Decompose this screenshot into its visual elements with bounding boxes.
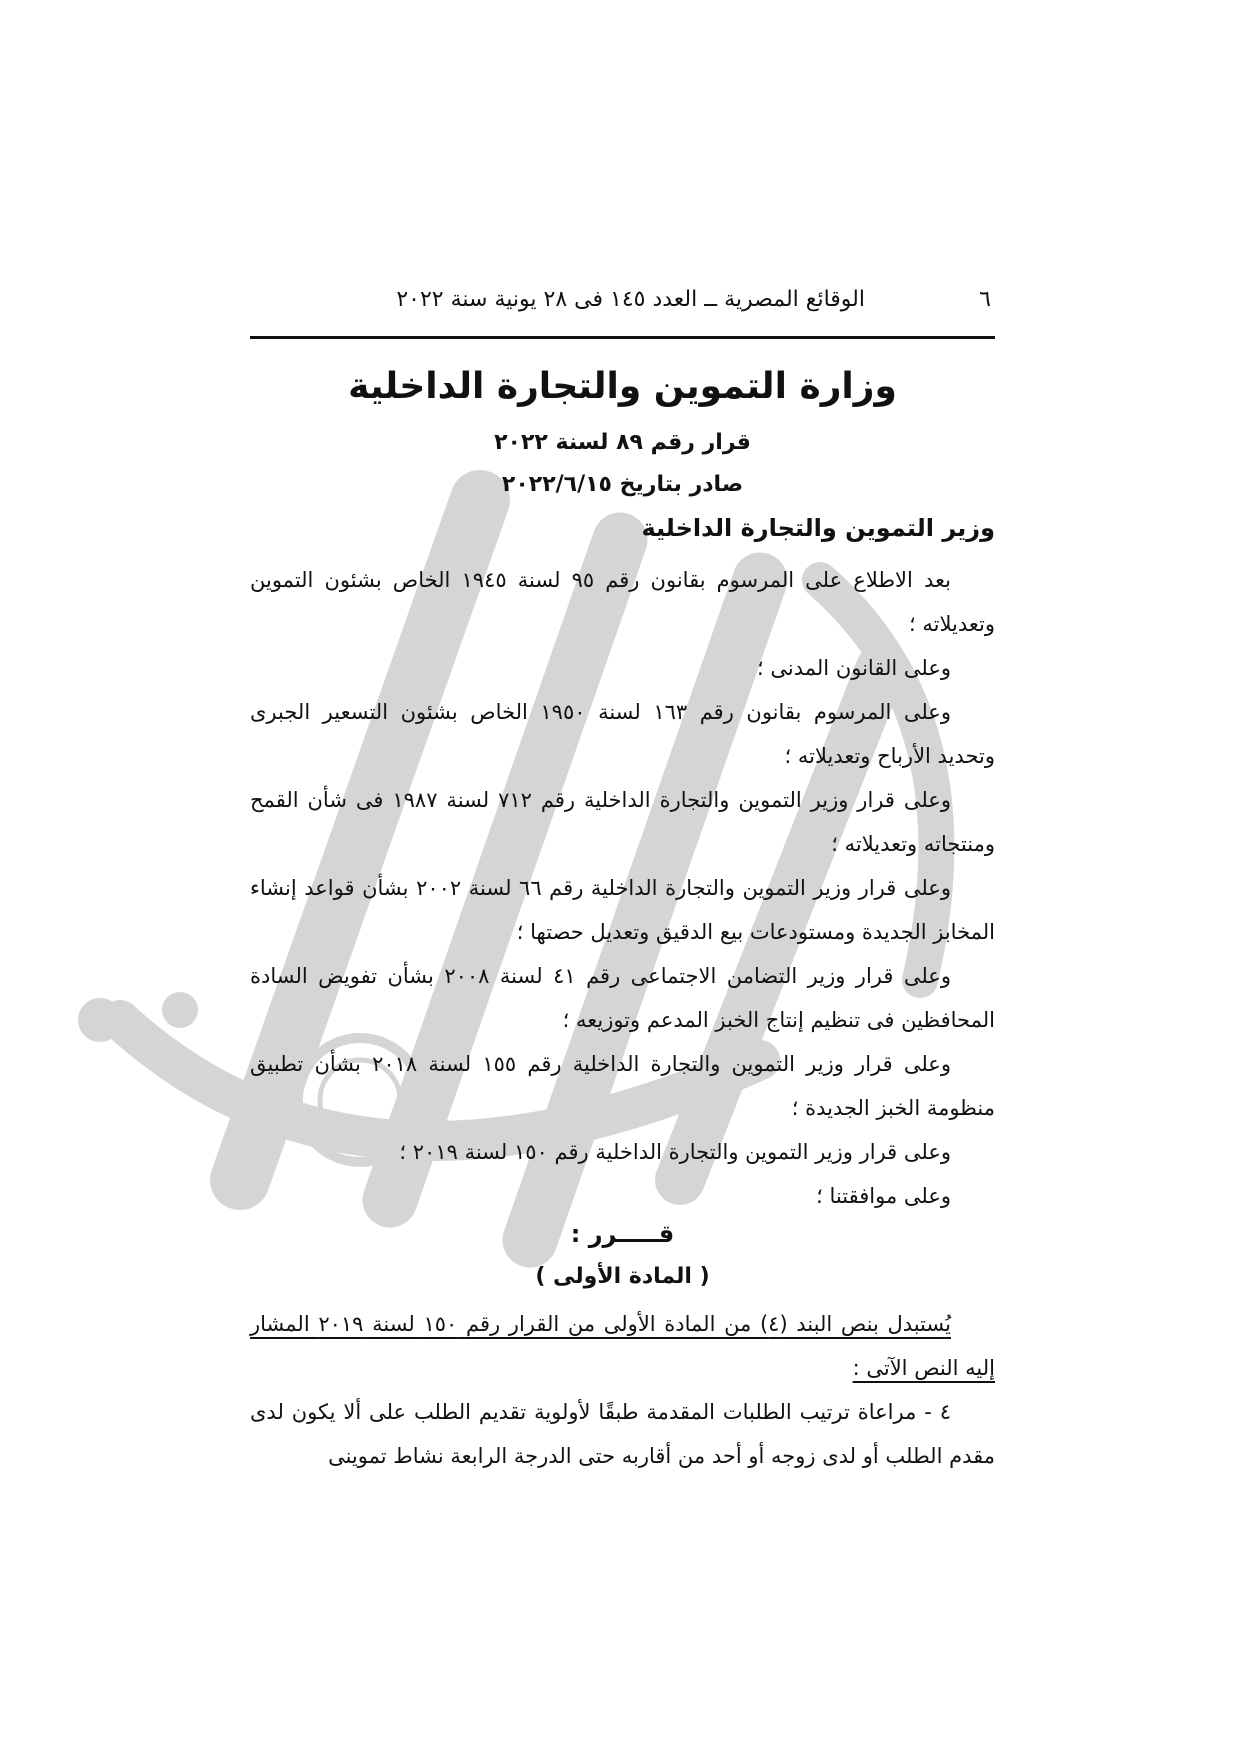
preamble-paragraph: بعد الاطلاع على المرسوم بقانون رقم ٩٥ لسنة ١٩٤٥ الخاص بشئون التموين وتعديلاته ؛	[250, 568, 995, 636]
preamble	[250, 558, 995, 1218]
running-head: الوقائع المصرية ــ العدد ١٤٥ فى ٢٨ يونية سنة ٢٠٢٢	[396, 287, 865, 312]
preamble-paragraph: وعلى قرار وزير التضامن الاجتماعى رقم ٤١ لسنة ٢٠٠٨ بشأن تفويض السادة المحافظين فى تنظيم إنتاج الخبز المدعم وتوزيعه ؛	[250, 964, 995, 1032]
preamble-paragraph: وعلى القانون المدنى ؛	[757, 656, 951, 680]
preamble-paragraph: وعلى قرار وزير التموين والتجارة الداخلية رقم ٦٦ لسنة ٢٠٠٢ بشأن قواعد إنشاء المخابز الجديدة ومستودعات بيع الدقيق وتعديل حصتها ؛	[250, 876, 995, 944]
decree-number: قرار رقم ٨٩ لسنة ٢٠٢٢	[494, 430, 751, 455]
page-header	[250, 285, 995, 325]
preamble-paragraph: وعلى المرسوم بقانون رقم ١٦٣ لسنة ١٩٥٠ الخاص بشئون التسعير الجبرى وتحديد الأرباح وتعديلاته ؛	[250, 700, 995, 768]
article-paragraph-clause: ٤ - مراعاة ترتيب الطلبات المقدمة طبقًا لأولوية تقديم الطلب على ألا يكون لدى مقدم الطلب أو لدى زوجه أو أحد من أقاربه حتى الدرجة الرابعة نشاط تموينى	[250, 1400, 995, 1468]
article-heading: ( المادة الأولى )	[535, 1264, 710, 1289]
ministry-title: وزارة التموين والتجارة الداخلية	[348, 366, 897, 407]
header-rule	[250, 336, 995, 339]
decided-heading: قـــــرر :	[570, 1220, 675, 1248]
minister-heading: وزير التموين والتجارة الداخلية	[641, 514, 995, 542]
article-paragraph-replacement: يُستبدل بنص البند (٤) من المادة الأولى من القرار رقم ١٥٠ لسنة ٢٠١٩ المشار إليه النص الآتى :	[250, 1312, 995, 1380]
preamble-paragraph: وعلى قرار وزير التموين والتجارة الداخلية رقم ٧١٢ لسنة ١٩٨٧ فى شأن القمح ومنتجاته وتعديلاته ؛	[250, 788, 995, 856]
preamble-paragraph: وعلى قرار وزير التموين والتجارة الداخلية رقم ١٥٠ لسنة ٢٠١٩ ؛	[399, 1140, 951, 1164]
preamble-paragraph: وعلى قرار وزير التموين والتجارة الداخلية رقم ١٥٥ لسنة ٢٠١٨ بشأن تطبيق منظومة الخبز الجديدة ؛	[250, 1052, 995, 1120]
preamble-paragraph: وعلى موافقتنا ؛	[816, 1184, 951, 1208]
article-text	[250, 1302, 995, 1478]
page-number: ٦	[979, 287, 991, 312]
decree-date: صادر بتاريخ ٢٠٢٢/٦/١٥	[501, 472, 744, 497]
